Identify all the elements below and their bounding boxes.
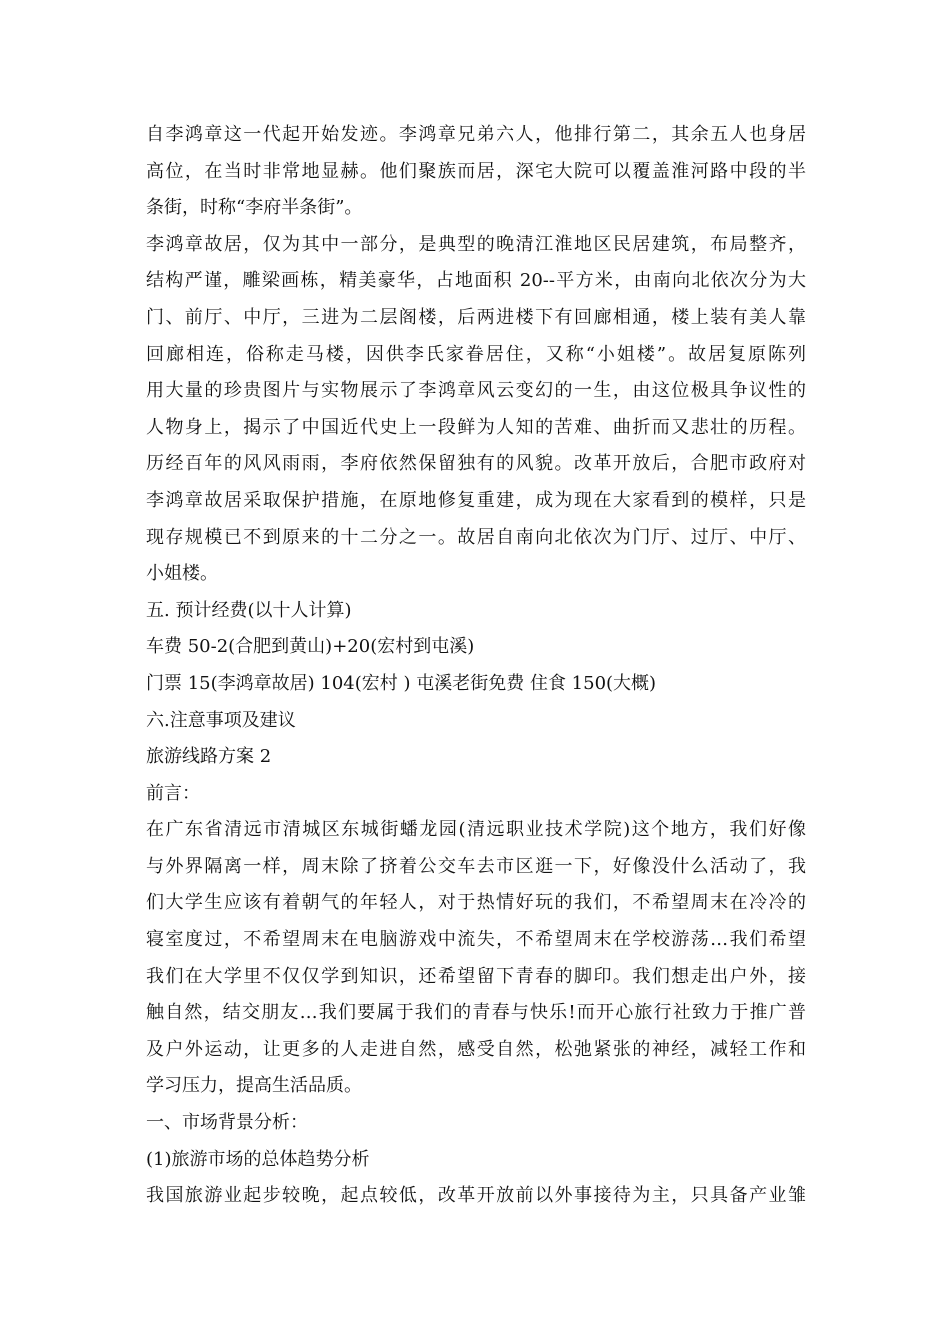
text-line: 人物身上，揭示了中国近代史上一段鲜为人知的苦难、曲折而又悲壮的历程。 (146, 416, 806, 438)
text-line: 用大量的珍贵图片与实物展示了李鸿章风云变幻的一生，由这位极具争议性的 (146, 380, 806, 402)
text-line: 们大学生应该有着朝气的年轻人，对于热情好玩的我们，不希望周末在冷冷的 (146, 892, 806, 914)
text-line: 现存规模已不到原来的十二分之一。故居自南向北依次为门厅、过厅、中厅、 (146, 526, 806, 548)
text-line: 车费 50-2(合肥到黄山)+20(宏村到屯溪) (146, 636, 475, 658)
text-line: 我们在大学里不仅仅学到知识，还希望留下青春的脚印。我们想走出户外，接 (146, 965, 806, 987)
text-line: 前言： (146, 782, 200, 804)
text-line: (1)旅游市场的总体趋势分析 (146, 1148, 370, 1170)
text-line: 回廊相连，俗称走马楼，因供李氏家眷居住，又称“小姐楼”。故居复原陈列 (146, 343, 806, 365)
text-line: 与外界隔离一样，周末除了挤着公交车去市区逛一下，好像没什么活动了，我 (146, 855, 806, 877)
text-line: 触自然，结交朋友…我们要属于我们的青春与快乐!而开心旅行社致力于推广普 (146, 1002, 806, 1024)
document-body (146, 117, 806, 1215)
text-line: 高位，在当时非常地显赫。他们聚族而居，深宅大院可以覆盖淮河路中段的半 (146, 160, 806, 182)
text-line: 及户外运动，让更多的人走进自然，感受自然，松弛紧张的神经，减轻工作和 (146, 1038, 806, 1060)
text-line: 李鸿章故居采取保护措施，在原地修复重建，成为现在大家看到的模样，只是 (146, 489, 806, 511)
text-line: 学习压力，提高生活品质。 (146, 1075, 362, 1097)
text-line: 五. 预计经费(以十人计算) (146, 599, 352, 621)
text-line: 小姐楼。 (146, 563, 218, 585)
text-line: 六.注意事项及建议 (146, 709, 296, 731)
text-line: 结构严谨，雕梁画栋，精美豪华，占地面积 20--平方米，由南向北依次分为大 (146, 270, 806, 292)
text-line: 寝室度过，不希望周末在电脑游戏中流失，不希望周末在学校游荡…我们希望 (146, 929, 806, 951)
text-line: 一、市场背景分析： (146, 1112, 308, 1134)
text-line: 门、前厅、中厅，三进为二层阁楼，后两进楼下有回廊相通，楼上装有美人靠 (146, 306, 806, 328)
text-line: 历经百年的风风雨雨，李府依然保留独有的风貌。改革开放后，合肥市政府对 (146, 453, 806, 475)
text-line: 我国旅游业起步较晚，起点较低，改革开放前以外事接待为主，只具备产业雏 (146, 1185, 806, 1207)
text-line: 条街，时称“李府半条街”。 (146, 197, 363, 219)
text-line: 门票 15(李鸿章故居) 104(宏村 ) 屯溪老街免费 住食 150(大概) (146, 672, 657, 694)
text-line: 旅游线路方案 2 (146, 746, 272, 768)
text-line: 自李鸿章这一代起开始发迹。李鸿章兄弟六人，他排行第二，其余五人也身居 (146, 124, 806, 145)
text-line: 在广东省清远市清城区东城街蟠龙园(清远职业技术学院)这个地方，我们好像 (146, 819, 806, 841)
text-line: 李鸿章故居，仅为其中一部分，是典型的晚清江淮地区民居建筑，布局整齐， (146, 233, 806, 255)
